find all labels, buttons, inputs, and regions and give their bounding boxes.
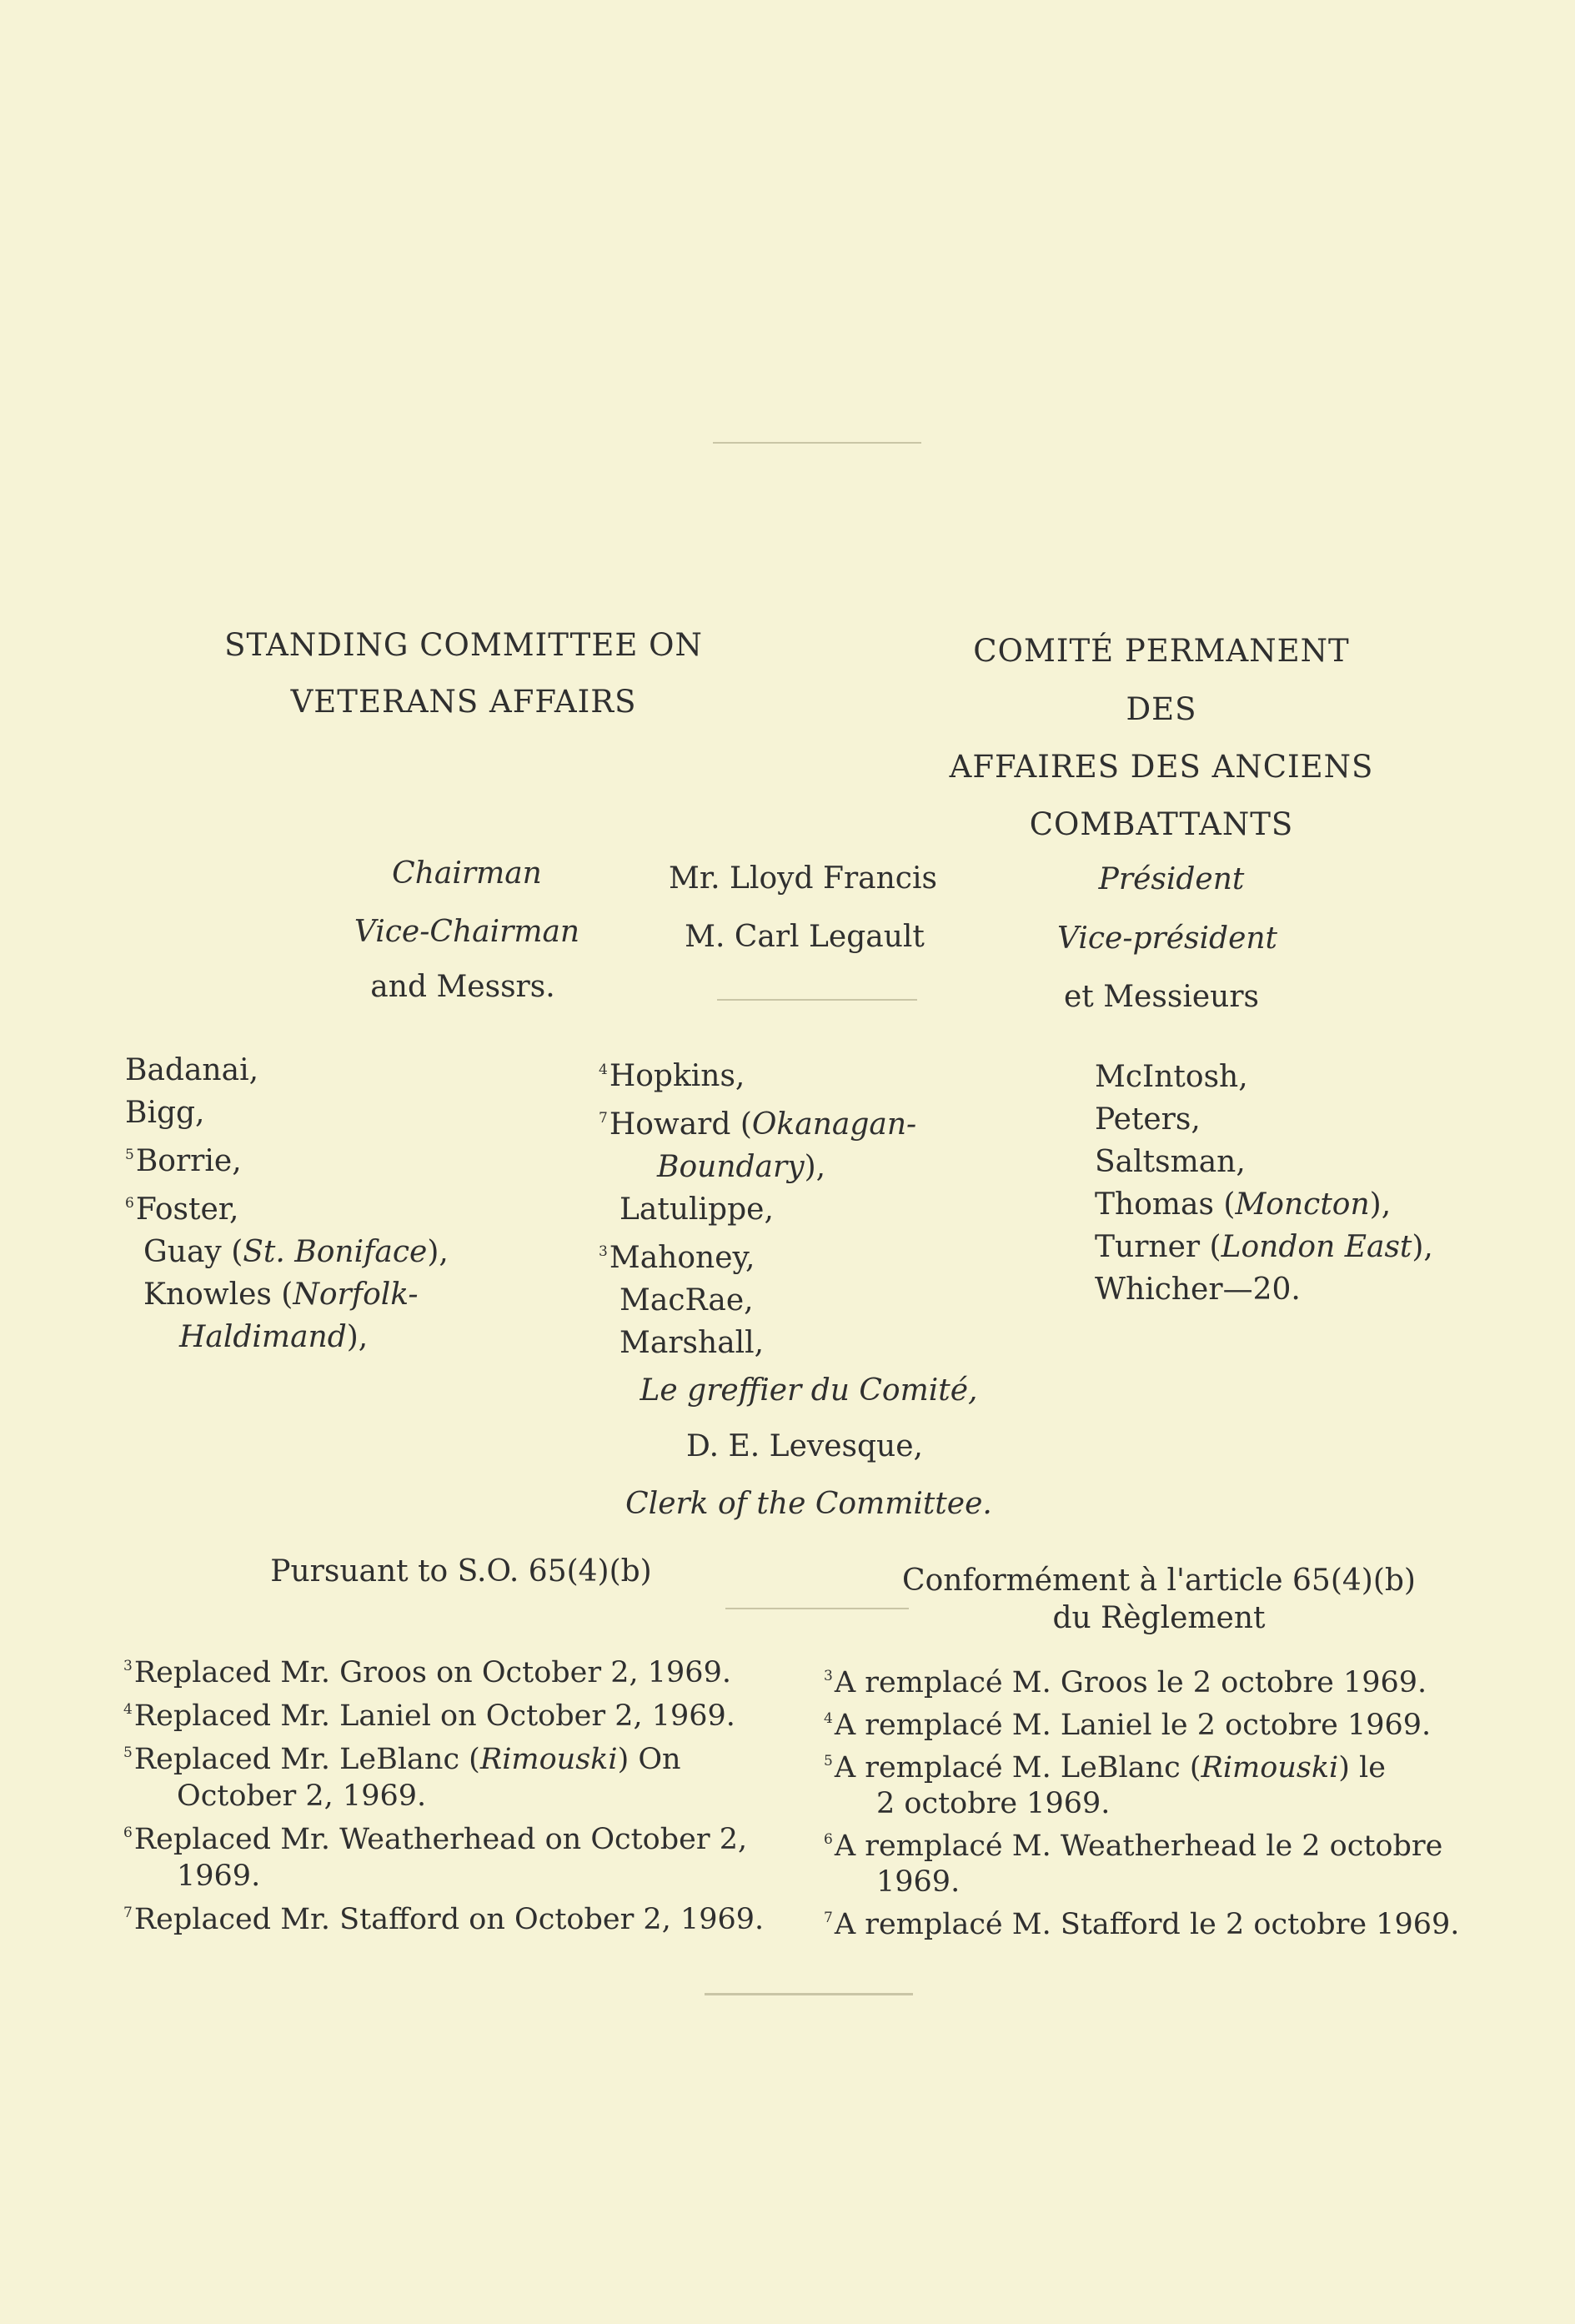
officers-divider [717, 999, 917, 1001]
footnote: $^5$Replaced Mr. LeBlanc (Rimouski) On [123, 1743, 681, 1776]
clerk-en-title: Clerk of the Committee. [625, 1487, 992, 1521]
members-col3 [1095, 1056, 1433, 1311]
member-row: $^7$Howard (Okanagan- [599, 1107, 917, 1142]
footnote: $^6$A remplacé M. Weatherhead le 2 octobre [824, 1830, 1443, 1863]
member-row: Knowles (Norfolk- [143, 1277, 419, 1312]
right-title-line2: DES [1126, 691, 1197, 727]
member-row: Peters, [1095, 1102, 1201, 1137]
member-row: Whicher—20. [1095, 1272, 1301, 1307]
chairman-label: Chairman [392, 856, 542, 891]
vice-chairman-name: M. Carl Legault [685, 920, 925, 954]
footnote: $^3$A remplacé M. Groos le 2 octobre 1969. [824, 1666, 1427, 1699]
authority-divider [725, 1608, 909, 1609]
member-row: $^4$Hopkins, [599, 1059, 745, 1093]
member-row: Marshall, [619, 1326, 765, 1360]
member-row: Latulippe, [619, 1192, 774, 1227]
vice-chairman-label: Vice-Chairman [354, 915, 580, 949]
clerk-fr-title: Le greffier du Comité, [640, 1373, 978, 1408]
footnote: $^3$Replaced Mr. Groos on October 2, 1969. [123, 1656, 731, 1689]
member-row: Haldimand), [179, 1320, 369, 1354]
member-row: Saltsman, [1095, 1145, 1246, 1179]
footnote: $^7$A remplacé M. Stafford le 2 octobre 1969. [824, 1908, 1460, 1941]
authority-fr-line1: Conformément à l'article 65(4)(b) [902, 1564, 1416, 1598]
member-row: $^3$Mahoney, [599, 1241, 755, 1275]
footnote: $^4$A remplacé M. Laniel le 2 octobre 1969. [824, 1709, 1432, 1742]
member-row: McIntosh, [1095, 1060, 1248, 1094]
clerk-name: D. E. Levesque, [686, 1429, 923, 1463]
member-row: Bigg, [125, 1096, 205, 1130]
member-row: Boundary), [657, 1150, 826, 1184]
right-title-line4: COMBATTANTS [1029, 806, 1294, 842]
footnote-continuation: October 2, 1969. [177, 1779, 427, 1813]
footnote-continuation: 2 octobre 1969. [876, 1787, 1111, 1820]
footnote: $^7$Replaced Mr. Stafford on October 2, 1969. [123, 1903, 765, 1936]
member-row: $^5$Borrie, [125, 1144, 242, 1178]
footnote: $^4$Replaced Mr. Laniel on October 2, 1969. [123, 1699, 735, 1733]
left-title-line2: VETERANS AFFAIRS [290, 684, 637, 720]
right-title-line3: AFFAIRES DES ANCIENS [949, 749, 1374, 785]
footnote: $^6$Replaced Mr. Weatherhead on October 2, [123, 1823, 748, 1856]
bottom-divider [705, 1993, 913, 1995]
and-messrs: and Messrs. [370, 970, 555, 1004]
top-divider [713, 442, 921, 444]
right-title-line1: COMITÉ PERMANENT [973, 633, 1350, 669]
member-row: Guay (St. Boniface), [143, 1235, 449, 1269]
vice-president-label: Vice-président [1056, 921, 1278, 956]
authority-en: Pursuant to S.O. 65(4)(b) [270, 1554, 652, 1589]
footnote: $^5$A remplacé M. LeBlanc (Rimouski) le [824, 1751, 1386, 1784]
et-messieurs: et Messieurs [1063, 980, 1260, 1014]
member-row: Badanai, [125, 1053, 259, 1087]
footnote-continuation: 1969. [177, 1860, 261, 1893]
member-row: $^6$Foster, [125, 1192, 239, 1227]
footnotes-en [123, 1648, 764, 1938]
footnote-continuation: 1969. [876, 1865, 961, 1899]
member-row: MacRae, [619, 1283, 754, 1318]
authority-fr-line2: du Règlement [1052, 1601, 1266, 1635]
left-title-line1: STANDING COMMITTEE ON [224, 627, 703, 663]
president-label: Président [1098, 862, 1245, 896]
member-row: Turner (London East), [1095, 1230, 1433, 1264]
chairman-name: Mr. Lloyd Francis [669, 861, 937, 896]
members-col1 [125, 1049, 449, 1358]
footnotes-fr [824, 1659, 1459, 1943]
members-col2 [599, 1049, 916, 1364]
member-row: Thomas (Moncton), [1095, 1187, 1392, 1222]
